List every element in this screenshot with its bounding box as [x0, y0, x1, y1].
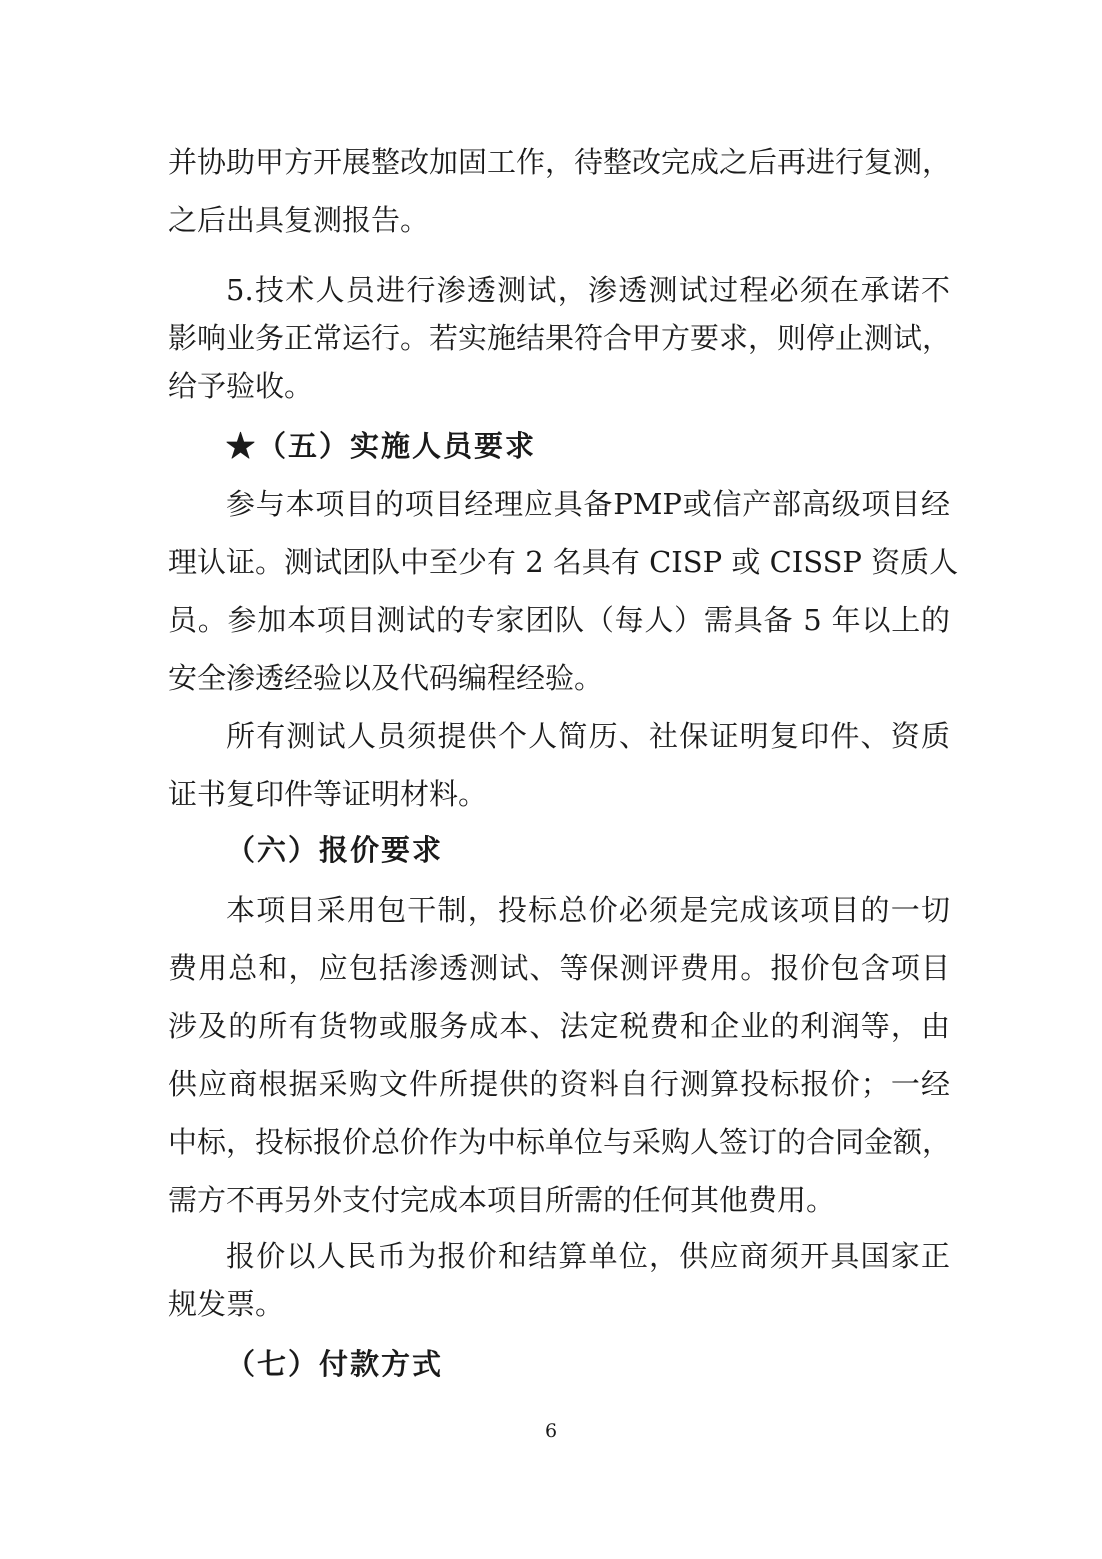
page-number: 6	[544, 1420, 558, 1442]
paragraph-line: 所有测试人员须提供个人简历、社保证明复印件、资质	[226, 719, 950, 753]
section-heading-5: ★（五）实施人员要求	[226, 429, 537, 463]
paragraph-line: 中标，投标报价总价作为中标单位与采购人签订的合同金额，	[168, 1125, 952, 1159]
paragraph-line: 报价以人民币为报价和结算单位，供应商须开具国家正	[226, 1239, 950, 1273]
section-heading-6: （六）报价要求	[226, 833, 444, 867]
paragraph-line: 涉及的所有货物或服务成本、法定税费和企业的利润等，由	[168, 1009, 950, 1043]
paragraph-line: 参与本项目的项目经理应具备PMP或信产部高级项目经	[226, 487, 950, 521]
paragraph-line: 供应商根据采购文件所提供的资料自行测算投标报价；一经	[168, 1067, 950, 1101]
paragraph-line: 并协助甲方开展整改加固工作，待整改完成之后再进行复测，	[168, 145, 952, 179]
paragraph-line: 需方不再另外支付完成本项目所需的任何其他费用。	[168, 1183, 836, 1217]
paragraph-line: 5.技术人员进行渗透测试，渗透测试过程必须在承诺不	[226, 273, 950, 307]
paragraph-line: 证书复印件等证明材料。	[168, 777, 488, 811]
section-heading-7: （七）付款方式	[226, 1347, 444, 1381]
paragraph-line: 本项目采用包干制，投标总价必须是完成该项目的一切	[226, 893, 950, 927]
paragraph-line: 规发票。	[168, 1287, 285, 1321]
paragraph-line: 理认证。测试团队中至少有 2 名具有 CISP 或 CISSP 资质人	[168, 545, 959, 579]
paragraph-line: 给予验收。	[168, 369, 314, 403]
paragraph-line: 之后出具复测报告。	[168, 203, 430, 237]
paragraph-line: 员。参加本项目测试的专家团队（每人）需具备 5 年以上的	[168, 603, 950, 637]
paragraph-line: 费用总和，应包括渗透测试、等保测评费用。报价包含项目	[168, 951, 950, 985]
paragraph-line: 安全渗透经验以及代码编程经验。	[168, 661, 604, 695]
paragraph-line: 影响业务正常运行。若实施结果符合甲方要求，则停止测试，	[168, 321, 952, 355]
